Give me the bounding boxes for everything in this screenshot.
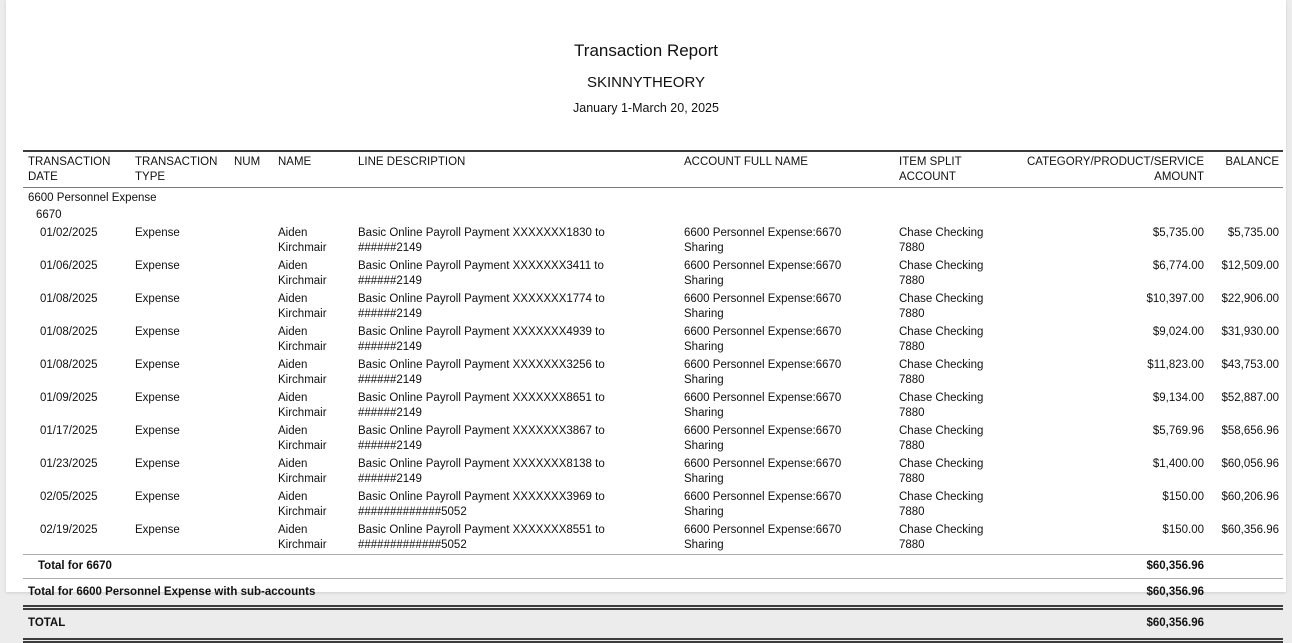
cell-line-description: Basic Online Payroll Payment XXXXXXX3867 to ######2149 <box>358 425 605 452</box>
cell-balance: $5,735.00 <box>1227 227 1279 239</box>
cell-balance: $12,509.00 <box>1221 260 1279 272</box>
cell-item-split-account: Chase Checking 7880 <box>899 425 984 452</box>
cell-account-full-name: 6600 Personnel Expense:6670 Sharing <box>684 458 842 485</box>
cell-account-full-name: 6600 Personnel Expense:6670 Sharing <box>684 227 842 254</box>
cell-amount: $6,774.00 <box>1152 260 1204 272</box>
cell-item-split-account: Chase Checking 7880 <box>899 260 984 287</box>
cell-num <box>234 455 273 488</box>
subsection-row <box>23 207 1283 225</box>
cell-account-full-name: 6600 Personnel Expense:6670 Sharing <box>684 359 842 386</box>
cell-amount: $10,397.00 <box>1146 293 1204 305</box>
cell-balance: $60,206.96 <box>1221 491 1279 503</box>
grand-total-label: TOTAL <box>28 617 66 629</box>
col-header-transaction-type: TRANSACTION TYPE <box>135 156 218 183</box>
cell-line-description: Basic Online Payroll Payment XXXXXXX4939 to ######2149 <box>358 326 605 353</box>
cell-transaction-type: Expense <box>135 359 180 371</box>
cell-line-description: Basic Online Payroll Payment XXXXXXX8551 to #############5052 <box>358 524 605 551</box>
total-balance-empty <box>1208 555 1283 579</box>
grand-total-row <box>23 608 1283 641</box>
cell-transaction-type: Expense <box>135 293 180 305</box>
grand-total-amount: $60,356.96 <box>1146 617 1204 629</box>
cell-transaction-date: 01/09/2025 <box>40 392 98 404</box>
col-header-amount: CATEGORY/PRODUCT/SERVICE AMOUNT <box>1026 156 1204 183</box>
table-row <box>23 455 1283 488</box>
col-header-num: NUM <box>234 156 261 168</box>
cell-balance: $31,930.00 <box>1221 326 1279 338</box>
cell-item-split-account: Chase Checking 7880 <box>899 524 984 551</box>
cell-account-full-name: 6600 Personnel Expense:6670 Sharing <box>684 293 842 320</box>
cell-amount: $150.00 <box>1162 524 1204 536</box>
cell-num <box>234 521 273 555</box>
table-row <box>23 422 1283 455</box>
transaction-rows <box>23 188 1283 555</box>
cell-name: Aiden Kirchmair <box>278 326 327 353</box>
cell-name: Aiden Kirchmair <box>278 425 327 452</box>
cell-num <box>234 389 273 422</box>
cell-item-split-account: Chase Checking 7880 <box>899 392 984 419</box>
cell-line-description: Basic Online Payroll Payment XXXXXXX3256 to ######2149 <box>358 359 605 386</box>
cell-item-split-account: Chase Checking 7880 <box>899 359 984 386</box>
cell-balance: $22,906.00 <box>1221 293 1279 305</box>
grand-total-balance-empty <box>1208 608 1283 641</box>
cell-num <box>234 224 273 257</box>
cell-line-description: Basic Online Payroll Payment XXXXXXX3969 to #############5052 <box>358 491 605 518</box>
cell-item-split-account: Chase Checking 7880 <box>899 458 984 485</box>
cell-account-full-name: 6600 Personnel Expense:6670 Sharing <box>684 260 842 287</box>
subsection-label: 6670 <box>36 208 62 221</box>
cell-transaction-type: Expense <box>135 326 180 338</box>
cell-name: Aiden Kirchmair <box>278 260 327 287</box>
cell-transaction-date: 01/02/2025 <box>40 227 98 239</box>
cell-account-full-name: 6600 Personnel Expense:6670 Sharing <box>684 491 842 518</box>
table-row <box>23 257 1283 290</box>
cell-balance: $60,056.96 <box>1221 458 1279 470</box>
cell-item-split-account: Chase Checking 7880 <box>899 227 984 254</box>
cell-balance: $60,356.96 <box>1221 524 1279 536</box>
cell-account-full-name: 6600 Personnel Expense:6670 Sharing <box>684 425 842 452</box>
report-period: January 1-March 20, 2025 <box>573 101 719 115</box>
cell-line-description: Basic Online Payroll Payment XXXXXXX8138 to ######2149 <box>358 458 605 485</box>
cell-line-description: Basic Online Payroll Payment XXXXXXX3411 to ######2149 <box>358 260 604 287</box>
cell-transaction-date: 02/19/2025 <box>40 524 98 536</box>
table-row <box>23 488 1283 521</box>
cell-item-split-account: Chase Checking 7880 <box>899 293 984 320</box>
cell-item-split-account: Chase Checking 7880 <box>899 326 984 353</box>
cell-transaction-type: Expense <box>135 260 180 272</box>
report-title: Transaction Report <box>574 41 718 60</box>
cell-amount: $9,134.00 <box>1152 392 1204 404</box>
cell-num <box>234 290 273 323</box>
table-row <box>23 323 1283 356</box>
cell-line-description: Basic Online Payroll Payment XXXXXXX1830 to ######2149 <box>358 227 605 254</box>
cell-name: Aiden Kirchmair <box>278 491 327 518</box>
cell-transaction-date: 01/08/2025 <box>40 359 98 371</box>
cell-amount: $11,823.00 <box>1147 359 1204 371</box>
cell-transaction-type: Expense <box>135 524 180 536</box>
totals-rows <box>23 555 1283 641</box>
cell-name: Aiden Kirchmair <box>278 293 327 320</box>
cell-transaction-type: Expense <box>135 392 180 404</box>
cell-name: Aiden Kirchmair <box>278 524 327 551</box>
cell-amount: $5,769.96 <box>1152 425 1204 437</box>
cell-account-full-name: 6600 Personnel Expense:6670 Sharing <box>684 392 842 419</box>
cell-account-full-name: 6600 Personnel Expense:6670 Sharing <box>684 326 842 353</box>
cell-num <box>234 422 273 455</box>
cell-num <box>234 356 273 389</box>
col-header-line-description: LINE DESCRIPTION <box>358 156 466 168</box>
col-header-account-full-name: ACCOUNT FULL NAME <box>684 156 808 168</box>
table-row <box>23 356 1283 389</box>
total-label: Total for 6600 Personnel Expense with sub-accounts <box>28 585 316 598</box>
total-row-6670 <box>23 555 1283 579</box>
col-header-item-split-account: ITEM SPLIT ACCOUNT <box>899 156 962 183</box>
cell-num <box>234 488 273 521</box>
cell-amount: $150.00 <box>1162 491 1204 503</box>
col-header-name: NAME <box>278 156 312 168</box>
cell-amount: $1,400.00 <box>1152 458 1204 470</box>
cell-transaction-type: Expense <box>135 227 180 239</box>
table-row <box>23 521 1283 555</box>
cell-balance: $52,887.00 <box>1221 392 1279 404</box>
table-row <box>23 389 1283 422</box>
report-header <box>6 0 1286 116</box>
total-amount: $60,356.96 <box>1146 560 1204 572</box>
cell-transaction-date: 01/17/2025 <box>40 425 98 437</box>
table-header-row <box>23 151 1283 188</box>
report-page <box>6 0 1286 629</box>
cell-amount: $5,735.00 <box>1152 227 1204 239</box>
total-balance-empty <box>1208 578 1283 608</box>
company-name: SKINNYTHEORY <box>586 74 706 91</box>
col-header-transaction-date: TRANSACTION DATE <box>28 156 111 183</box>
cell-item-split-account: Chase Checking 7880 <box>899 491 984 518</box>
col-header-balance: BALANCE <box>1225 156 1279 168</box>
cell-transaction-date: 02/05/2025 <box>40 491 98 503</box>
table-row <box>23 290 1283 323</box>
transaction-table <box>23 150 1283 643</box>
cell-transaction-date: 01/06/2025 <box>40 260 98 272</box>
cell-name: Aiden Kirchmair <box>278 458 327 485</box>
cell-transaction-date: 01/23/2025 <box>40 458 98 470</box>
cell-num <box>234 323 273 356</box>
cell-line-description: Basic Online Payroll Payment XXXXXXX1774 to ######2149 <box>358 293 605 320</box>
cell-num <box>234 257 273 290</box>
cell-balance: $43,753.00 <box>1221 359 1279 371</box>
total-label: Total for 6670 <box>38 560 112 572</box>
total-row-6600 <box>23 578 1283 608</box>
table-row <box>23 224 1283 257</box>
cell-name: Aiden Kirchmair <box>278 392 327 419</box>
cell-amount: $9,024.00 <box>1152 326 1204 338</box>
section-row <box>23 188 1283 207</box>
cell-line-description: Basic Online Payroll Payment XXXXXXX8651 to ######2149 <box>358 392 605 419</box>
cell-name: Aiden Kirchmair <box>278 227 327 254</box>
section-label: 6600 Personnel Expense <box>28 192 157 204</box>
total-amount: $60,356.96 <box>1146 585 1204 598</box>
cell-balance: $58,656.96 <box>1221 425 1279 437</box>
cell-transaction-date: 01/08/2025 <box>40 326 98 338</box>
cell-name: Aiden Kirchmair <box>278 359 327 386</box>
cell-transaction-type: Expense <box>135 425 180 437</box>
cell-account-full-name: 6600 Personnel Expense:6670 Sharing <box>684 524 842 551</box>
cell-transaction-type: Expense <box>135 458 180 470</box>
cell-transaction-date: 01/08/2025 <box>40 293 98 305</box>
cell-transaction-type: Expense <box>135 491 180 503</box>
